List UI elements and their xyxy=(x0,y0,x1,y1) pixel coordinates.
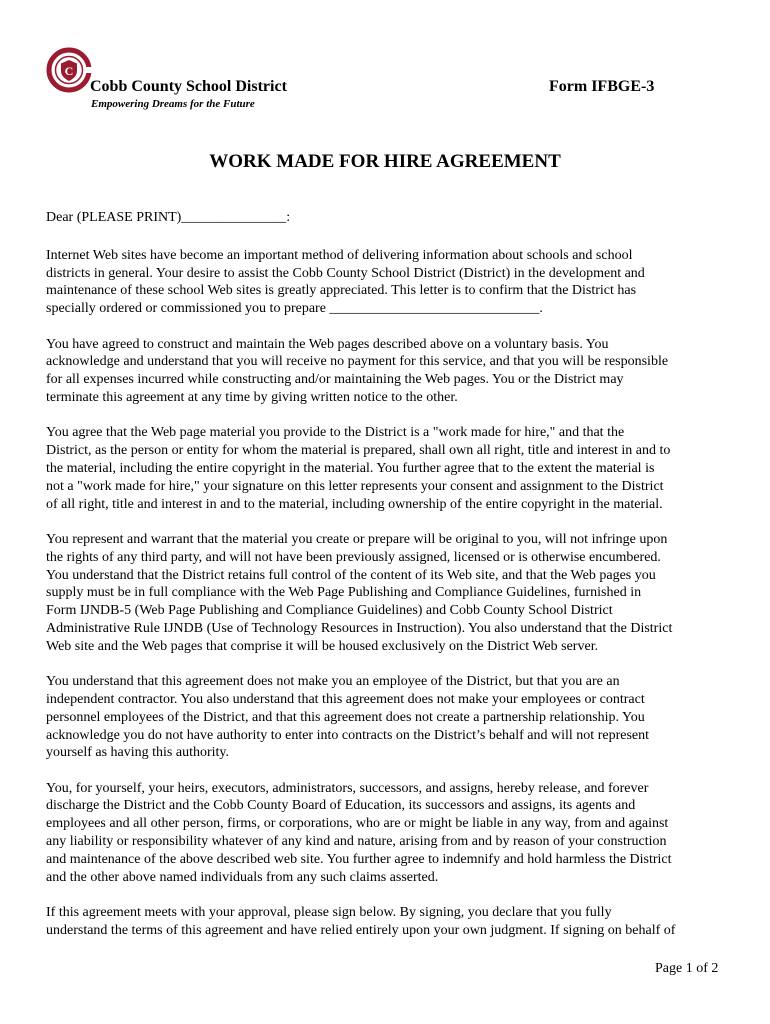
text-line: independent contractor. You also understand that this agreement does not make your employees or contract xyxy=(46,691,645,707)
text-line: yourself as having this authority. xyxy=(46,745,230,761)
text-line: supply must be in full compliance with the Web Page Publishing and Compliance Guidelines, furnished in xyxy=(46,585,642,601)
text-line: districts in general. Your desire to assist the Cobb County School District (District) in the development and xyxy=(46,265,645,281)
text-line: of all right, title and interest in and to the material, including ownership of the entire copyright in the material. xyxy=(46,496,663,512)
district-name: Cobb County School District xyxy=(90,78,287,95)
text-line: If this agreement meets with your approval, please sign below. By signing, you declare that you fully xyxy=(46,905,612,921)
paragraph-approval xyxy=(46,904,730,940)
logo-emblem-icon xyxy=(46,47,92,93)
text-line: You understand that the District retains full control of the content of its Web site, and that the Web pages you xyxy=(46,567,656,583)
text-line: any liability or responsibility whatever of any kind and nature, arising from and by reason of your construction xyxy=(46,834,667,850)
paragraph-contractor-status xyxy=(46,673,730,762)
paragraph-warranty xyxy=(46,531,730,656)
text-line: the rights of any third party, and will not have been previously assigned, licensed or is otherwise encumbered. xyxy=(46,549,661,565)
text-line: Web site and the Web pages that comprise it will be housed exclusively on the District Web server. xyxy=(46,638,599,654)
text-line: and maintenance of the above described web site. You further agree to indemnify and hold harmless the District xyxy=(46,851,672,867)
text-line: maintenance of these school Web sites is greatly appreciated. This letter is to confirm that the District has xyxy=(46,283,637,299)
text-line: acknowledge and understand that you will receive no payment for this service, and that you will be responsible xyxy=(46,354,669,370)
agreement-body xyxy=(46,209,730,957)
text-line: Administrative Rule IJNDB (Use of Technology Resources in Instruction). You also understand that the District xyxy=(46,620,673,636)
text-line: discharge the District and the Cobb County Board of Education, its successors and assigns, its agents and xyxy=(46,798,636,814)
text-line: personnel employees of the District, and that this agreement does not create a partnership relationship. You xyxy=(46,709,645,725)
document-title: WORK MADE FOR HIRE AGREEMENT xyxy=(209,151,561,172)
paragraph-release xyxy=(46,780,730,887)
district-tagline: Empowering Dreams for the Future xyxy=(91,98,255,110)
text-line: for all expenses incurred while constructing and/or maintaining the Web pages. You or the District may xyxy=(46,372,624,388)
text-line: employees and all other person, firms, or corporations, who are or might be liable in any way, from and against xyxy=(46,816,669,832)
text-line: understand the terms of this agreement and have relied entirely upon your own judgment. If signing on behalf of xyxy=(46,922,676,938)
svg-text:C: C xyxy=(64,64,74,78)
text-line: specially ordered or commissioned you to prepare ______________________________. xyxy=(46,301,543,317)
text-line: Internet Web sites have become an important method of delivering information about schools and school xyxy=(46,247,633,263)
salutation-line xyxy=(46,209,730,227)
paragraph-voluntary-basis xyxy=(46,336,730,407)
text-line: District, as the person or entity for whom the material is prepared, shall own all right, title and interest in and to xyxy=(46,443,671,459)
text-line: You agree that the Web page material you provide to the District is a "work made for hire," and that the xyxy=(46,425,625,441)
text-line: not a "work made for hire," your signature on this letter represents your consent and assignment to the District xyxy=(46,478,664,494)
salutation-text: Dear (PLEASE PRINT)_______________: xyxy=(46,210,291,225)
form-id: Form IFBGE-3 xyxy=(549,78,655,95)
paragraph-work-for-hire xyxy=(46,424,730,513)
page-number: Page 1 of 2 xyxy=(655,961,719,976)
text-line: You understand that this agreement does not make you an employee of the District, but that you are an xyxy=(46,674,620,690)
text-line: terminate this agreement at any time by giving written notice to the other. xyxy=(46,389,458,405)
paragraph-intro xyxy=(46,247,730,318)
text-line: and the other above named individuals from any such claims asserted. xyxy=(46,869,439,885)
district-logo xyxy=(46,47,92,93)
text-line: the material, including the entire copyright in the material. You further agree that to the extent the material is xyxy=(46,460,655,476)
text-line: You, for yourself, your heirs, executors, administrators, successors, and assigns, hereby release, and forever xyxy=(46,780,649,796)
text-line: acknowledge you do not have authority to enter into contracts on the District’s behalf and will not represent xyxy=(46,727,649,743)
text-line: Form IJNDB-5 (Web Page Publishing and Compliance Guidelines) and Cobb County School District xyxy=(46,603,613,619)
text-line: You have agreed to construct and maintain the Web pages described above on a voluntary basis. You xyxy=(46,336,609,352)
text-line: You represent and warrant that the material you create or prepare will be original to you, will not infringe upon xyxy=(46,531,668,547)
